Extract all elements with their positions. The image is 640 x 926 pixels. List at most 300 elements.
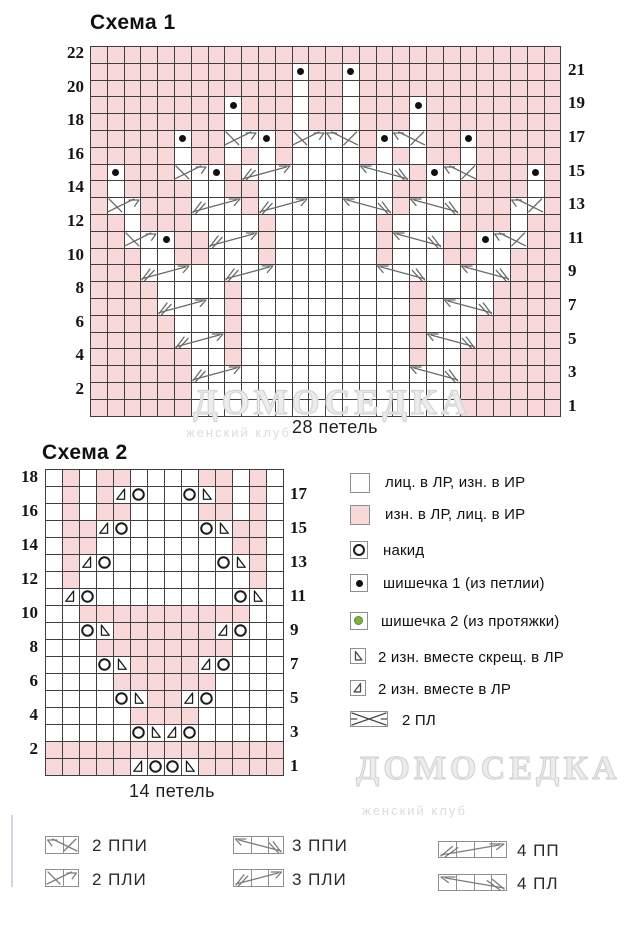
knit-cell [192,349,209,366]
purl-cell [148,657,165,674]
purl-cell [114,504,131,521]
purl-cell [114,606,131,623]
knit-cell [267,589,284,606]
purl-cell [410,349,427,366]
purl-cell [175,64,192,81]
knit-cell [267,606,284,623]
purl-cell [511,249,528,266]
purl-cell [545,148,562,165]
knit-cell [326,299,343,316]
purl-cell [91,400,108,417]
knit-cell [360,198,377,215]
purl-cell [511,114,528,131]
knit-cell [233,487,250,504]
knit-cell [309,383,326,400]
purl-cell [494,215,511,232]
bobble1-dot-icon [465,135,472,142]
knit-cell [276,299,293,316]
knit-cell [131,487,148,504]
knit-cell [131,555,148,572]
purl-cell [377,47,394,64]
knit-cell [225,114,242,131]
purl-cell [250,538,267,555]
knit-cell [250,623,267,640]
purl-cell [108,131,125,148]
bobble1-dot-icon [163,236,170,243]
purl-cell [91,114,108,131]
row-number-left: 4 [75,345,84,365]
knit-cell [410,383,427,400]
knit-cell [326,316,343,333]
knit-cell [477,249,494,266]
knit-cell [209,215,226,232]
knit-cell [182,521,199,538]
bobble-cell [477,232,494,249]
purl-cell [242,198,259,215]
purl-cell [461,383,478,400]
purl-cell [209,64,226,81]
knit-cell [233,504,250,521]
row-number-left: 16 [21,501,38,520]
purl-cell [91,64,108,81]
knit-cell [343,131,360,148]
purl-cell [158,366,175,383]
purl-cell [494,383,511,400]
knit-cell [148,521,165,538]
knit-cell [165,504,182,521]
purl-cell [309,64,326,81]
purl-cell [309,97,326,114]
knit-cell [192,366,209,383]
purl-cell [410,316,427,333]
cell-divider [251,870,252,886]
purl-cell [63,572,80,589]
knit-cell [199,521,216,538]
knit-cell [148,589,165,606]
knit-cell [209,181,226,198]
knit-cell [343,282,360,299]
purl-cell [225,333,242,350]
purl-cell [216,487,233,504]
purl-cell [461,198,478,215]
knit-cell [393,265,410,282]
purl-cell [80,606,97,623]
knit-cell [309,366,326,383]
knit-cell [192,282,209,299]
purl-cell [192,131,209,148]
knit-cell [242,299,259,316]
knit-cell [326,232,343,249]
knit-cell [225,400,242,417]
knit-cell [377,165,394,182]
row-number-right: 3 [568,362,577,382]
bobble1-dot-icon [347,68,354,75]
knit-cell [131,572,148,589]
row-number-right: 11 [290,586,307,605]
knit-cell [46,521,63,538]
knit-cell [427,249,444,266]
purl-cell [125,383,142,400]
knit-cell [293,333,310,350]
knit-cell [80,725,97,742]
purl-cell [511,316,528,333]
knit-cell [259,265,276,282]
purl-cell [192,232,209,249]
purl-cell [225,299,242,316]
cell-divider [474,875,475,890]
knit-cell [360,383,377,400]
purl-cell [528,316,545,333]
knit-cell [148,572,165,589]
knit-cell [80,657,97,674]
row-number-right: 17 [568,127,585,146]
purl-cell [80,742,97,759]
purl-cell [461,64,478,81]
knit-cell [360,249,377,266]
knit-cell [209,333,226,350]
legend-bobble2-icon [350,612,368,630]
knit-cell [80,708,97,725]
knit-cell [250,725,267,742]
knit-cell [114,725,131,742]
purl-cell [175,400,192,417]
purl-cell [528,383,545,400]
knit-cell [165,487,182,504]
knit-cell [242,265,259,282]
knit-cell [326,165,343,182]
knit-cell [131,504,148,521]
knit-cell [360,366,377,383]
purl-cell [545,64,562,81]
knit-cell [225,131,242,148]
knit-cell [192,215,209,232]
purl-cell [141,198,158,215]
purl-cell [91,282,108,299]
knit-cell [192,316,209,333]
cable-item-label: 2 ПЛИ [92,870,147,889]
legend-p2tog-cross-icon [350,648,366,664]
purl-cell [91,299,108,316]
purl-cell [63,521,80,538]
knit-cell [158,282,175,299]
purl-cell [158,181,175,198]
purl-cell [141,47,158,64]
purl-cell [267,759,284,776]
knit-cell [276,316,293,333]
bobble-cell [259,131,276,148]
knit-cell [360,181,377,198]
knit-cell [293,114,310,131]
purl-cell [91,383,108,400]
purl-cell [91,47,108,64]
purl-cell [242,148,259,165]
bobble-cell [175,131,192,148]
knit-cell [125,215,142,232]
purl-cell [108,64,125,81]
purl-cell [444,114,461,131]
knit-cell [326,198,343,215]
purl-cell [63,742,80,759]
purl-cell [175,198,192,215]
purl-cell [182,623,199,640]
knit-cell [276,400,293,417]
purl-cell [108,215,125,232]
cell-divider [251,837,252,853]
knit-cell [276,383,293,400]
knit-cell [63,657,80,674]
purl-cell [125,97,142,114]
bobble1-dot-icon [263,135,270,142]
purl-cell [242,47,259,64]
knit-cell [293,316,310,333]
knit-cell [343,366,360,383]
knit-cell [293,265,310,282]
purl-cell [125,181,142,198]
purl-cell [199,759,216,776]
knit-cell [427,316,444,333]
legend-p2tog-icon [350,680,366,696]
purl-cell [233,521,250,538]
knit-cell [192,165,209,182]
knit-cell [97,538,114,555]
purl-cell [216,504,233,521]
knit-cell [63,674,80,691]
row-number-left: 12 [21,569,38,588]
knit-cell [377,333,394,350]
knit-cell [377,349,394,366]
knit-cell [242,316,259,333]
purl-cell [141,282,158,299]
knit-cell [216,674,233,691]
purl-cell [545,81,562,98]
purl-cell [125,400,142,417]
knit-cell [309,299,326,316]
knit-cell [393,383,410,400]
bobble1-dot-icon [482,236,489,243]
purl-cell [393,81,410,98]
purl-cell [97,742,114,759]
knit-cell [309,215,326,232]
purl-cell [309,114,326,131]
knit-cell [410,131,427,148]
knit-cell [250,708,267,725]
knit-cell [242,366,259,383]
purl-cell [46,742,63,759]
purl-cell [545,165,562,182]
purl-cell [528,333,545,350]
purl-cell [259,114,276,131]
schema1-stitch-count: 28 петель [291,417,379,437]
purl-cell [477,47,494,64]
bobble1-dot-icon [297,68,304,75]
purl-cell [360,47,377,64]
purl-cell [477,316,494,333]
purl-cell [461,232,478,249]
knit-cell [242,249,259,266]
knit-cell [309,198,326,215]
purl-cell [494,316,511,333]
bobble1-dot-icon [381,135,388,142]
purl-cell [444,131,461,148]
purl-cell [108,366,125,383]
page-edge-artifact [11,815,13,887]
knit-cell [46,589,63,606]
purl-cell [158,316,175,333]
purl-cell [461,81,478,98]
knit-cell [326,249,343,266]
knit-cell [293,299,310,316]
knit-cell [326,181,343,198]
cell-divider [268,837,269,853]
knit-cell [309,349,326,366]
purl-cell [461,400,478,417]
knit-cell [444,400,461,417]
knit-cell [97,555,114,572]
knit-cell [225,198,242,215]
knit-cell [131,521,148,538]
knit-cell [108,198,125,215]
knit-cell [267,538,284,555]
cable-2-пли-icon [45,869,79,887]
purl-cell [225,165,242,182]
purl-cell [125,249,142,266]
schema1-grid [90,46,561,417]
knit-cell [427,400,444,417]
purl-cell [216,606,233,623]
purl-cell [259,47,276,64]
purl-cell [477,148,494,165]
knit-cell [377,316,394,333]
purl-cell [225,181,242,198]
row-number-right: 13 [568,194,585,214]
row-number-left: 14 [21,535,38,554]
knit-cell [233,589,250,606]
knit-cell [131,759,148,776]
knit-cell [511,232,528,249]
purl-cell [410,282,427,299]
purl-cell [141,148,158,165]
knit-cell [444,383,461,400]
knit-cell [393,165,410,182]
purl-cell [175,47,192,64]
purl-cell [528,64,545,81]
knit-cell [175,282,192,299]
knit-cell [175,299,192,316]
purl-cell [259,232,276,249]
knit-cell [182,487,199,504]
purl-cell [175,232,192,249]
knit-cell [97,725,114,742]
purl-cell [158,349,175,366]
purl-cell [494,165,511,182]
purl-cell [276,47,293,64]
knit-cell [343,383,360,400]
purl-cell [125,81,142,98]
knit-cell [233,623,250,640]
purl-cell [444,47,461,64]
knit-cell [97,521,114,538]
knit-cell [192,299,209,316]
purl-cell [461,215,478,232]
purl-cell [528,114,545,131]
row-number-right: 11 [568,227,585,247]
purl-cell [410,64,427,81]
cell-divider [456,875,457,890]
knit-cell [343,249,360,266]
purl-cell [158,333,175,350]
knit-cell [309,232,326,249]
purl-cell [91,81,108,98]
bobble1-dot-icon [532,169,539,176]
purl-cell [91,333,108,350]
purl-cell [175,181,192,198]
purl-cell [511,333,528,350]
knit-cell [225,383,242,400]
purl-cell [528,81,545,98]
purl-cell [91,249,108,266]
purl-cell [158,165,175,182]
purl-cell [545,282,562,299]
bobble-cell [158,232,175,249]
legend-item-label: шишечка 2 (из протяжки) [381,613,560,630]
knit-cell [148,759,165,776]
knit-cell [209,316,226,333]
knit-cell [250,691,267,708]
knit-cell [216,538,233,555]
knit-cell [360,232,377,249]
purl-cell [108,333,125,350]
purl-cell [141,383,158,400]
knit-cell [427,333,444,350]
cell-divider [268,870,269,886]
knit-cell [199,555,216,572]
knit-cell [293,215,310,232]
purl-cell [528,249,545,266]
purl-cell [360,97,377,114]
knit-cell [259,383,276,400]
purl-cell [427,64,444,81]
purl-cell [97,759,114,776]
knit-cell [242,333,259,350]
purl-cell [326,64,343,81]
purl-cell [192,47,209,64]
knit-cell [309,165,326,182]
knit-cell [165,589,182,606]
knit-cell [165,555,182,572]
knit-cell [225,215,242,232]
purl-cell [80,538,97,555]
purl-cell [461,366,478,383]
knit-cell [427,181,444,198]
knit-cell [360,299,377,316]
knit-cell [46,555,63,572]
knit-cell [46,640,63,657]
knit-cell [293,400,310,417]
knit-cell [114,521,131,538]
knit-cell [250,606,267,623]
knit-cell [192,265,209,282]
purl-cell [182,640,199,657]
purl-cell [545,383,562,400]
knit-cell [148,538,165,555]
purl-cell [427,97,444,114]
knit-cell [192,383,209,400]
purl-cell [141,114,158,131]
cell-divider [491,842,492,857]
purl-cell [410,165,427,182]
purl-cell [528,131,545,148]
cell-divider [63,870,64,886]
